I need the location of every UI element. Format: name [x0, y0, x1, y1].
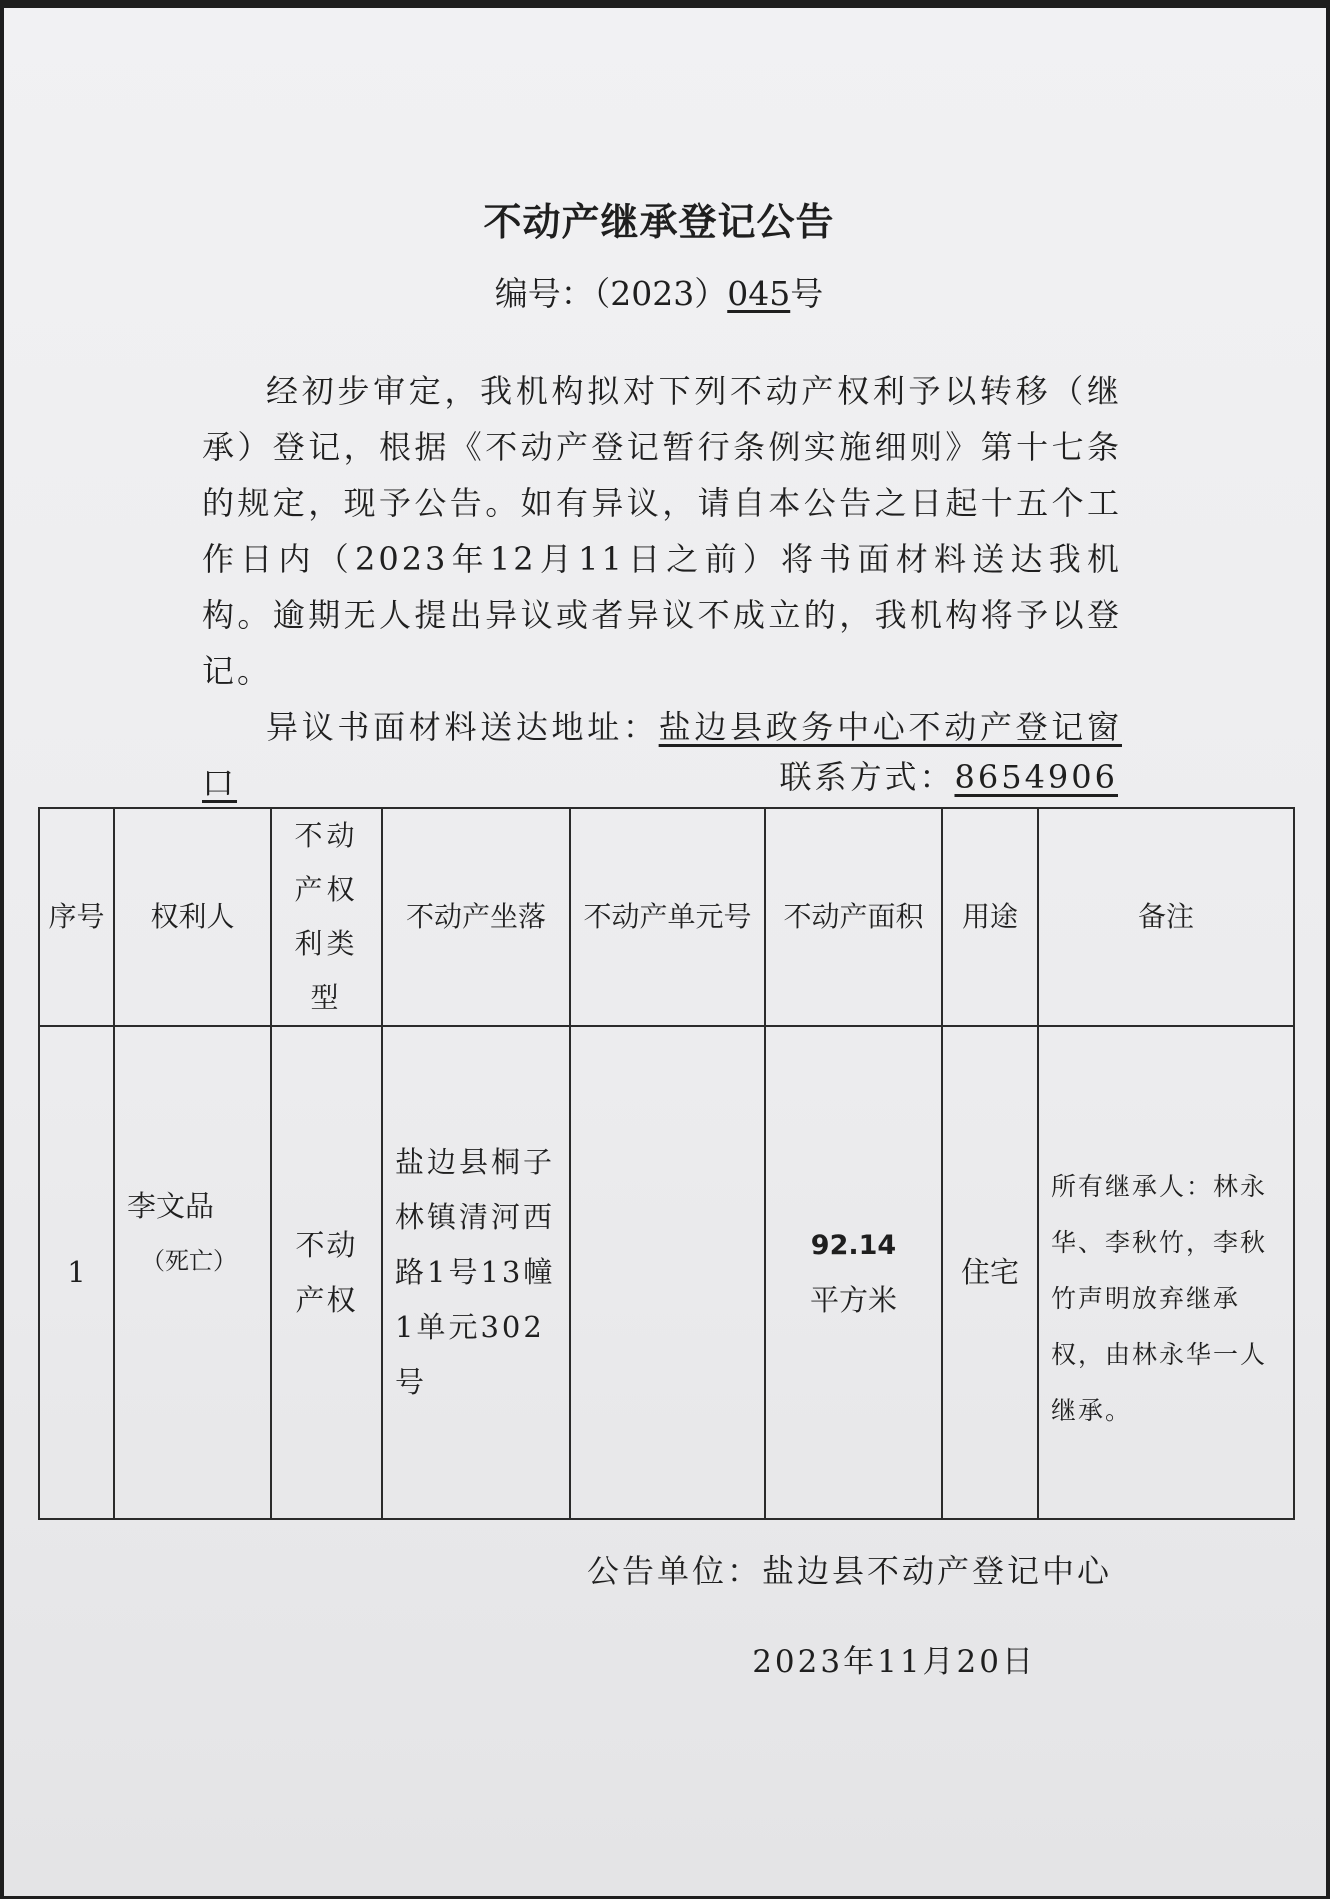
cell-holder [114, 1026, 271, 1519]
cell-unit-no [570, 1026, 765, 1519]
cell-seq: 1 [39, 1026, 114, 1519]
issue-date: 2023年11月20日 [752, 1644, 1036, 1680]
cell-usage: 住宅 [942, 1026, 1038, 1519]
table-row [39, 1026, 1294, 1519]
objection-address-label: 异议书面材料送达地址： [266, 708, 659, 746]
area-value: 92.14 [810, 1229, 897, 1261]
notice-number-value: 045 [727, 274, 791, 313]
notice-paragraph: 经初步审定，我机构拟对下列不动产权利予以转移（继承）登记，根据《不动产登记暂行条例实施细则》第十七条的规定，现予公告。如有异议，请自本公告之日起十五个工作日内（2023年12月11日之前）将书面材料送达我机构。逾期无人提出异议或者异议不成立的，我机构将予以登记。 [202, 372, 1122, 690]
header-unit-no: 不动产单元号 [570, 808, 765, 1026]
header-location: 不动产坐落 [382, 808, 570, 1026]
cell-location: 盐边县桐子林镇清河西路1号13幢1单元302号 [382, 1026, 570, 1519]
header-remark: 备注 [1038, 808, 1294, 1026]
contact-label: 联系方式： [779, 758, 955, 796]
notice-title: 不动产继承登记公告 [483, 199, 835, 244]
issuing-unit: 公告单位：盐边县不动产登记中心 [586, 1552, 1112, 1590]
holder-name: 李文品 [127, 1189, 215, 1223]
notice-number-suffix: 号 [790, 274, 824, 313]
cell-remark: 所有继承人：林永华、李秋竹，李秋竹声明放弃继承权，由林永华一人继承。 [1038, 1026, 1294, 1519]
notice-number-prefix: 编号：（2023） [494, 274, 728, 313]
header-holder: 权利人 [114, 808, 271, 1026]
area-unit: 平方米 [809, 1282, 897, 1317]
contact-info [779, 752, 1118, 798]
notice-body [202, 363, 1122, 811]
notice-paper [4, 8, 1326, 1896]
notice-number [4, 268, 1314, 315]
registration-table [38, 807, 1295, 1520]
objection-address-value: 盐边县政务中心不动产登记窗口 [202, 708, 1122, 802]
table-header-row [39, 808, 1294, 1026]
cell-area [765, 1026, 942, 1519]
header-area: 不动产面积 [765, 808, 942, 1026]
cell-right-type: 不动产权 [271, 1026, 382, 1519]
header-right-type: 不动产权利类型 [271, 808, 382, 1026]
header-seq: 序号 [39, 808, 114, 1026]
contact-value: 8654906 [954, 758, 1118, 796]
header-usage: 用途 [942, 808, 1038, 1026]
holder-note: （死亡） [141, 1247, 237, 1275]
